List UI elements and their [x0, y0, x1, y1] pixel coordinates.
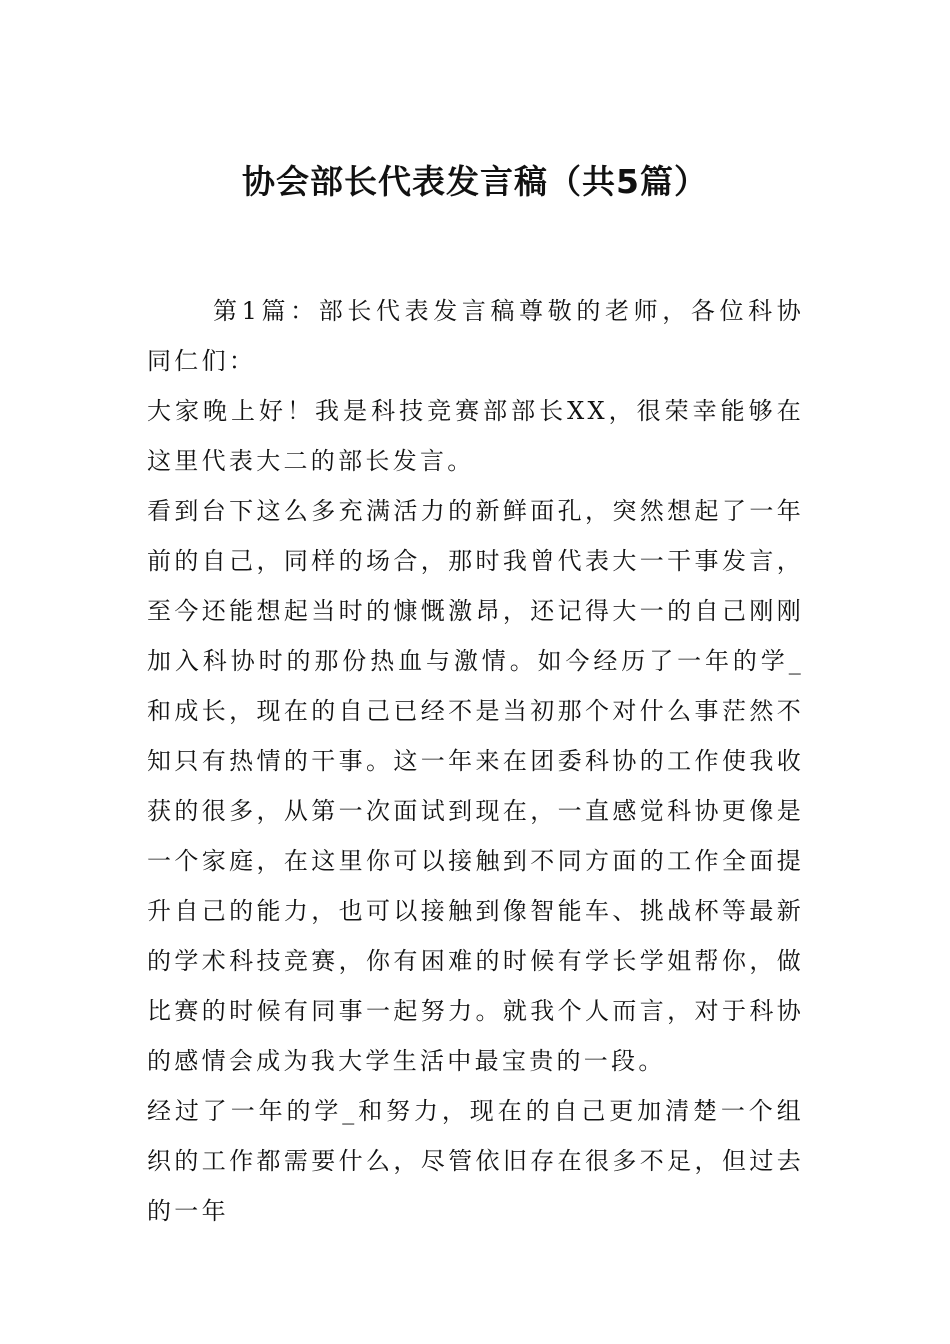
document-body [147, 286, 804, 1236]
paragraph-2: 大家晚上好！我是科技竞赛部部长XX，很荣幸能够在这里代表大二的部长发言。 [147, 397, 804, 475]
paragraph-4: 经过了一年的学_和努力，现在的自己更加清楚一个组织的工作都需要什么，尽管依旧存在很多不足，但过去的一年 [147, 1097, 804, 1225]
document-title: 协会部长代表发言稿（共5篇） [242, 162, 708, 201]
paragraph-1: 第1篇：部长代表发言稿尊敬的老师，各位科协同仁们： [147, 297, 804, 375]
paragraph-3: 看到台下这么多充满活力的新鲜面孔，突然想起了一年前的自己，同样的场合，那时我曾代表大一干事发言，至今还能想起当时的慷慨激昂，还记得大一的自己刚刚加入科协时的那份热血与激情。如今经历了一年的学_和成长，现在的自己已经不是当初那个对什么事茫然不知只有热情的干事。这一年来在团委科协的工作使我收获的很多，从第一次面试到现在，一直感觉科协更像是一个家庭，在这里你可以接触到不同方面的工作全面提升自己的能力，也可以接触到像智能车、挑战杯等最新的学术科技竞赛，你有困难的时候有学长学姐帮你，做比赛的时候有同事一起努力。就我个人而言，对于科协的感情会成为我大学生活中最宝贵的一段。 [147, 497, 804, 1075]
